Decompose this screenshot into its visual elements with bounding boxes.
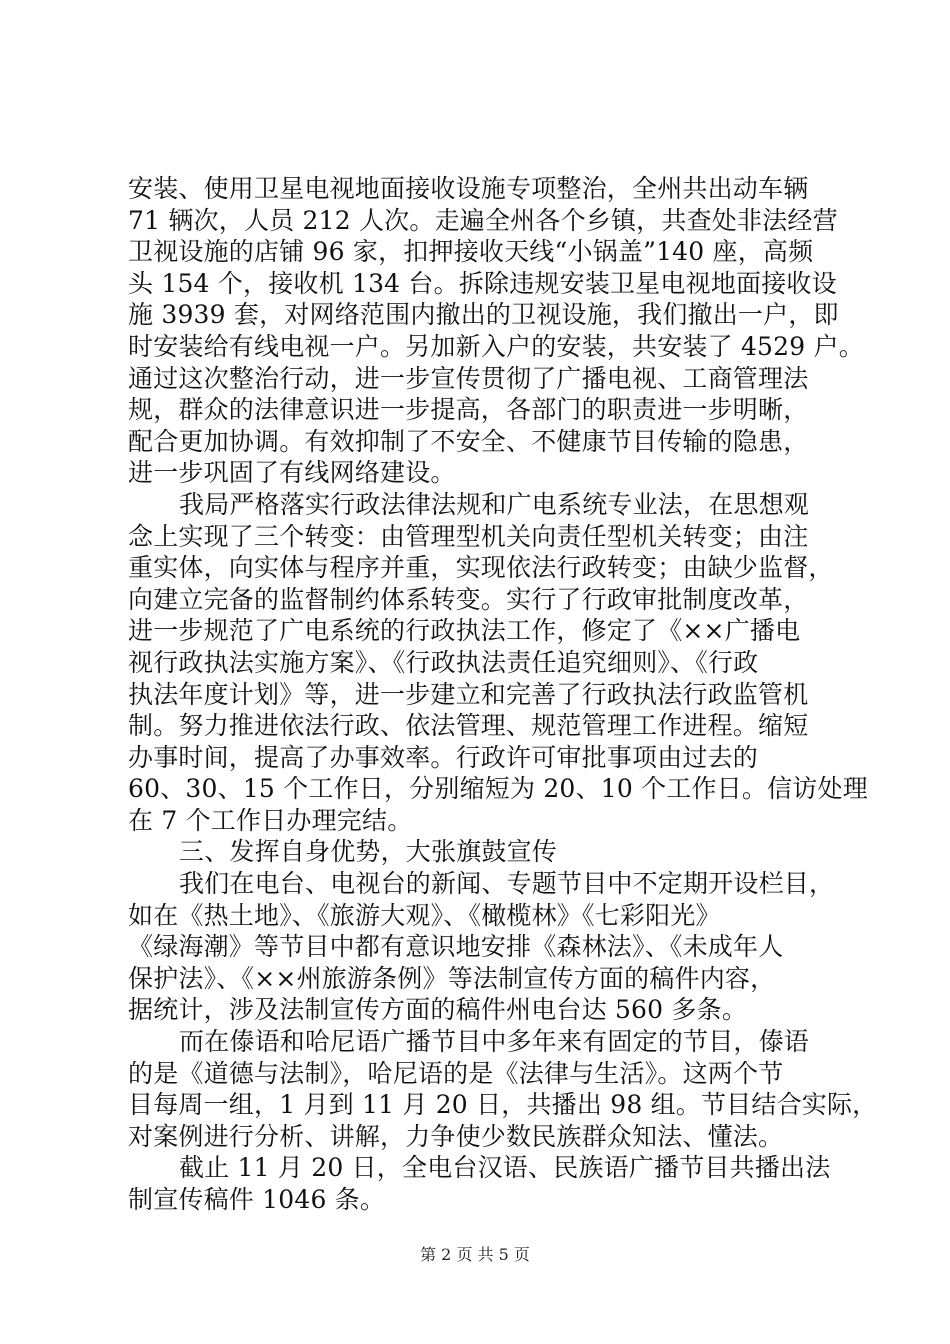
paragraph-start-line: 而在傣语和哈尼语广播节目中多年来有固定的节目，傣语: [179, 1027, 810, 1057]
paragraph-start-line: 我们在电台、电视台的新闻、专题节目中不定期开设栏目，: [179, 869, 835, 899]
text-line: 视行政执法实施方案》、《行政执法责任追究细则》、《行政: [128, 647, 759, 677]
paragraph-start-line: 我局严格落实行政法律法规和广电系统专业法，在思想观: [179, 489, 810, 519]
text-line: 配合更加协调。有效抑制了不安全、不健康节目传输的隐患，: [128, 426, 809, 456]
text-line: 在 7 个工作日办理完结。: [128, 805, 413, 835]
text-line: 目每周一组，1 月到 11 月 20 日，共播出 98 组。节目结合实际，: [128, 1090, 878, 1120]
text-line: 71 辆次，人员 212 人次。走遍全州各个乡镇，共查处非法经营: [128, 205, 838, 235]
text-line: 据统计，涉及法制宣传方面的稿件州电台达 560 多条。: [128, 995, 748, 1025]
body-text: [128, 173, 878, 1216]
text-line: 进一步巩固了有线网络建设。: [128, 458, 456, 488]
text-line: 60、30、15 个工作日，分别缩短为 20、10 个工作日。信访处理: [128, 774, 868, 804]
text-line: 的是《道德与法制》，哈尼语的是《法律与生活》。这两个节: [128, 1058, 784, 1088]
text-line: 时安装给有线电视一户。另加新入户的安装，共安装了 4529 户。: [128, 331, 864, 361]
text-line: 制。努力推进依法行政、依法管理、规范管理工作进程。缩短: [128, 711, 809, 741]
section-heading: 三、发挥自身优势，大张旗鼓宣传: [179, 837, 558, 867]
text-line: 如在《热土地》、《旅游大观》、《橄榄林》《七彩阳光》: [128, 900, 721, 930]
paragraph-start-line: 截止 11 月 20 日，全电台汉语、民族语广播节目共播出法: [179, 1153, 831, 1183]
text-line: 念上实现了三个转变：由管理型机关向责任型机关转变；由注: [128, 521, 809, 551]
text-line: 向建立完备的监督制约体系转变。实行了行政审批制度改革，: [128, 584, 809, 614]
text-line: 《绿海潮》等节目中都有意识地安排《森林法》、《未成年人: [128, 932, 784, 962]
text-line: 头 154 个，接收机 134 台。拆除违规安装卫星电视地面接收设: [128, 268, 837, 298]
text-line: 卫视设施的店铺 96 家，扣押接收天线“小锅盖”140 座，高频: [128, 237, 814, 267]
text-line: 进一步规范了广电系统的行政执法工作，修定了《××广播电: [128, 616, 801, 646]
text-line: 办事时间，提高了办事效率。行政许可审批事项由过去的: [128, 742, 759, 772]
page-number-footer: 第 2 页 共 5 页: [420, 1245, 530, 1264]
text-line: 制宣传稿件 1046 条。: [128, 1185, 386, 1214]
text-line: 对案例进行分析、讲解，力争使少数民族群众知法、懂法。: [128, 1121, 784, 1151]
text-line: 执法年度计划》等，进一步建立和完善了行政执法行政监管机: [128, 679, 809, 709]
text-line: 施 3939 套，对网络范围内撤出的卫视设施，我们撤出一户，即: [128, 300, 839, 330]
text-line: 重实体，向实体与程序并重，实现依法行政转变；由缺少监督，: [128, 553, 834, 583]
text-line: 规，群众的法律意识进一步提高，各部门的职责进一步明晰，: [128, 395, 809, 425]
text-line: 保护法》、《××州旅游条例》等法制宣传方面的稿件内容，: [128, 963, 776, 993]
text-line: 安装、使用卫星电视地面接收设施专项整治，全州共出动车辆: [128, 174, 809, 203]
text-line: 通过这次整治行动，进一步宣传贯彻了广播电视、工商管理法: [128, 363, 809, 393]
